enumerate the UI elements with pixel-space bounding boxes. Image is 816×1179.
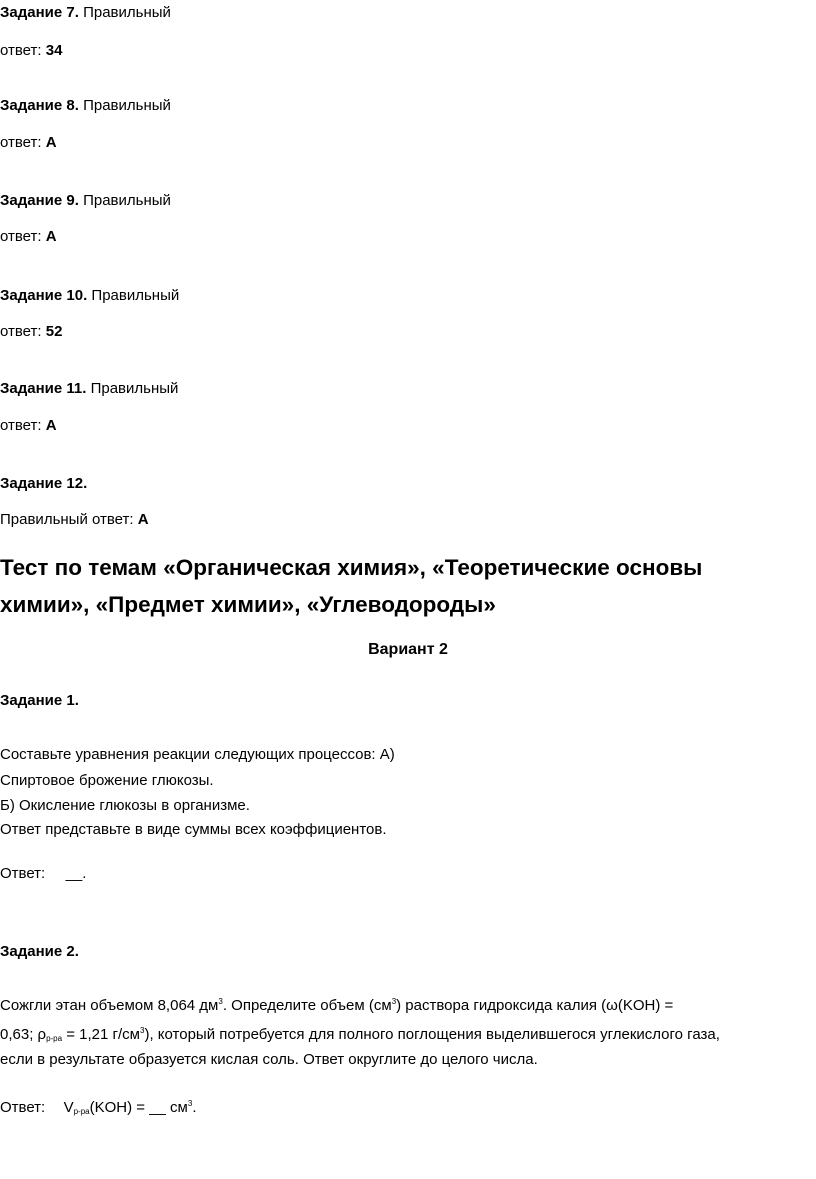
text-fragment: . Определите объем (см <box>222 997 392 1014</box>
answer-label: ответ: <box>0 42 42 59</box>
text-fragment: V <box>63 1099 74 1116</box>
answer-label: ответ: <box>0 417 42 434</box>
text-fragment: = 1,21 г/см <box>62 1026 140 1043</box>
superscript: 3 <box>140 1026 145 1035</box>
result-status: Правильный <box>83 192 171 209</box>
result-status: Правильный <box>83 4 171 21</box>
test-title-line-2: химии», «Предмет химии», «Углеводороды» <box>0 592 496 617</box>
answer-label: ответ: <box>0 228 42 245</box>
result-10-answer <box>0 322 62 342</box>
answer-blank: __. <box>65 865 87 882</box>
result-7-answer <box>0 41 62 61</box>
result-10-heading <box>0 286 179 306</box>
task1-text-line: Ответ представьте в виде суммы всех коэффициентов. <box>0 821 387 838</box>
result-11-heading <box>0 379 178 399</box>
variant-heading: Вариант 2 <box>368 641 448 658</box>
text-fragment: . <box>192 1099 197 1116</box>
task2-text-line-3: если в результате образуется кислая соль. Ответ округлите до целого числа. <box>0 1051 538 1068</box>
superscript: 3 <box>187 1099 193 1108</box>
task2-label: Задание 2. <box>0 943 79 960</box>
answer-value: А <box>45 417 57 434</box>
task2-text-line-1 <box>0 996 673 1016</box>
task-label: Задание 11. <box>0 380 87 397</box>
result-7-heading <box>0 3 171 23</box>
answer-label: Ответ: <box>0 1099 46 1116</box>
task-label: Задание 9. <box>0 192 79 209</box>
answer-label: Правильный ответ: <box>0 511 134 528</box>
result-status: Правильный <box>83 97 171 114</box>
result-status: Правильный <box>91 287 180 304</box>
answer-value: А <box>45 228 57 245</box>
task1-text-line: Составьте уравнения реакции следующих процессов: А) <box>0 746 395 763</box>
task12-label: Задание 12. <box>0 475 88 492</box>
superscript: 3 <box>218 997 223 1006</box>
answer-value: А <box>137 511 149 528</box>
test-title-line-1: Тест по темам «Органическая химия», «Теоретические основы <box>0 555 703 580</box>
task1-label: Задание 1. <box>0 692 79 709</box>
text-fragment: (KOH) = __ см <box>89 1099 188 1116</box>
task12-answer <box>0 510 149 530</box>
text-fragment: 0,63; ρ <box>0 1026 47 1043</box>
result-8-answer <box>0 133 57 153</box>
task1-text-line: Б) Окисление глюкозы в организме. <box>0 797 250 814</box>
answer-label: ответ: <box>0 323 42 340</box>
task2-text-line-2 <box>0 1025 720 1045</box>
text-fragment: ) раствора гидроксида калия (ω(KOH) = <box>396 997 674 1014</box>
answer-label: ответ: <box>0 134 42 151</box>
result-11-answer <box>0 416 57 436</box>
result-8-heading <box>0 96 171 116</box>
answer-value: 52 <box>45 323 63 340</box>
task2-answer <box>0 1098 197 1118</box>
subscript: р-ра <box>46 1034 63 1043</box>
text-fragment: ), который потребуется для полного поглощения выделившегося углекислого газа, <box>144 1026 720 1043</box>
task-label: Задание 7. <box>0 4 79 21</box>
answer-label: Ответ: <box>0 865 46 882</box>
answer-value: А <box>45 134 57 151</box>
result-9-heading <box>0 191 171 211</box>
superscript: 3 <box>391 997 397 1006</box>
answer-value: 34 <box>45 42 63 59</box>
result-status: Правильный <box>90 380 179 397</box>
text-fragment: Сожгли этан объемом 8,064 дм <box>0 997 219 1014</box>
result-9-answer <box>0 227 57 247</box>
task-label: Задание 8. <box>0 97 79 114</box>
task1-answer <box>0 864 86 884</box>
task-label: Задание 10. <box>0 287 88 304</box>
task1-text-line: Спиртовое брожение глюкозы. <box>0 772 214 789</box>
subscript: р-ра <box>73 1107 90 1116</box>
